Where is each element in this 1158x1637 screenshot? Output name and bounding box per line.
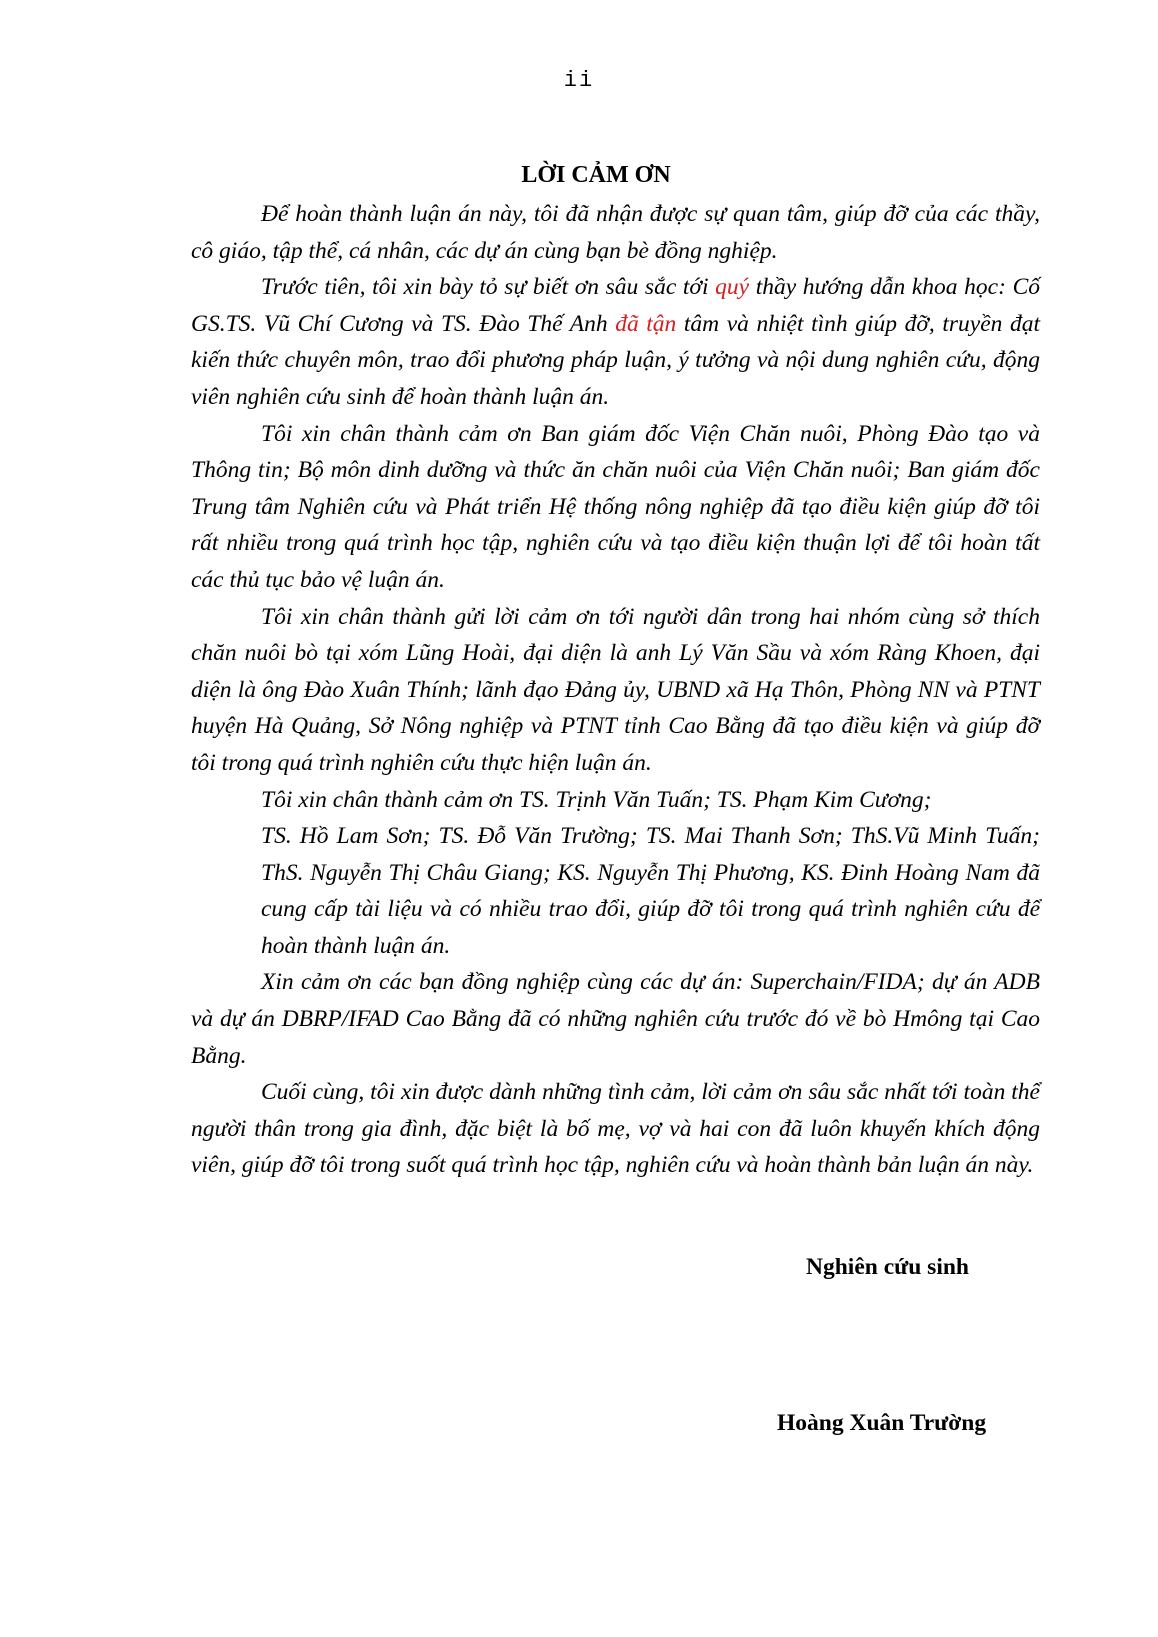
- paragraph-institutions: Tôi xin chân thành cảm ơn Ban giám đốc Viện Chăn nuôi, Phòng Đào tạo và Thông tin; Bộ môn dinh dưỡng và thức ăn chăn nuôi của Viện Chăn nuôi; Ban giám đốc Trung tâm Nghiên cứu và Phát triển Hệ thống nông nghiệp đã tạo điều kiện giúp đỡ tôi rất nhiều trong quá trình học tập, nghiên cứu và tạo điều kiện thuận lợi để tôi hoàn tất các thủ tục bảo vệ luận án.: [191, 420, 1040, 593]
- paragraph-supervisors-part-3: tâm và nhiệt tình giúp đỡ, truyền đạt kiến thức chuyên môn, trao đổi phương pháp luận, ý tưởng và nội dung nghiên cứu, động viên nghiên cứu sinh để hoàn thành luận án.: [191, 310, 1040, 410]
- acknowledgement-body: [191, 196, 1040, 1184]
- page-number: ii: [563, 68, 595, 93]
- paragraph-intro: Để hoàn thành luận án này, tôi đã nhận được sự quan tâm, giúp đỡ của các thầy, cô giáo, tập thể, cá nhân, các dự án cùng bạn bè đồng nghiệp.: [191, 201, 1040, 264]
- highlighted-phrase-da-tan: đã tận: [615, 310, 677, 337]
- signature-name: Hoàng Xuân Trường: [777, 1410, 987, 1436]
- paragraph-local-community: Tôi xin chân thành gửi lời cảm ơn tới người dân trong hai nhóm cùng sở thích chăn nuôi bò tại xóm Lũng Hoài, đại diện là anh Lý Văn Sầu và xóm Ràng Khoen, đại diện là ông Đào Xuân Thính; lãnh đạo Đảng ủy, UBND xã Hạ Thôn, Phòng NN và PTNT huyện Hà Quảng, Sở Nông nghiệp và PTNT tỉnh Cao Bằng đã tạo điều kiện và giúp đỡ tôi trong quá trình nghiên cứu thực hiện luận án.: [191, 603, 1040, 776]
- paragraph-colleagues-continued: TS. Hồ Lam Sơn; TS. Đỗ Văn Trường; TS. Mai Thanh Sơn; ThS.Vũ Minh Tuấn; ThS. Nguyễn Thị Châu Giang; KS. Nguyễn Thị Phương, KS. Đinh Hoàng Nam đã cung cấp tài liệu và có nhiều trao đổi, giúp đỡ tôi trong quá trình nghiên cứu để hoàn thành luận án.: [261, 823, 1040, 959]
- paragraph-supervisors-part-2: thầy hướng dẫn khoa học: Cố GS.TS. Vũ Chí Cương và TS. Đào Thế Anh: [191, 274, 1040, 337]
- signature-role: Nghiên cứu sinh: [806, 1254, 969, 1280]
- paragraph-supervisors-part-1: Trước tiên, tôi xin bày tỏ sự biết ơn sâu sắc tới: [261, 274, 716, 301]
- paragraph-projects: Xin cảm ơn các bạn đồng nghiệp cùng các dự án: Superchain/FIDA; dự án ADB và dự án DBRP/IFAD Cao Bằng đã có những nghiên cứu trước đó về bò Hmông tại Cao Bằng.: [191, 969, 1040, 1069]
- highlighted-word-quy: quý: [715, 274, 750, 301]
- paragraph-family: Cuối cùng, tôi xin được dành những tình cảm, lời cảm ơn sâu sắc nhất tới toàn thể người thân trong gia đình, đặc biệt là bố mẹ, vợ và hai con đã luôn khuyến khích động viên, giúp đỡ tôi trong suốt quá trình học tập, nghiên cứu và hoàn thành bản luận án này.: [191, 1079, 1040, 1179]
- page-title: LỜI CẢM ƠN: [521, 162, 671, 188]
- paragraph-colleagues-line-1: Tôi xin chân thành cảm ơn TS. Trịnh Văn Tuấn; TS. Phạm Kim Cương;: [261, 786, 932, 813]
- paragraph-supervisors: [191, 269, 1040, 415]
